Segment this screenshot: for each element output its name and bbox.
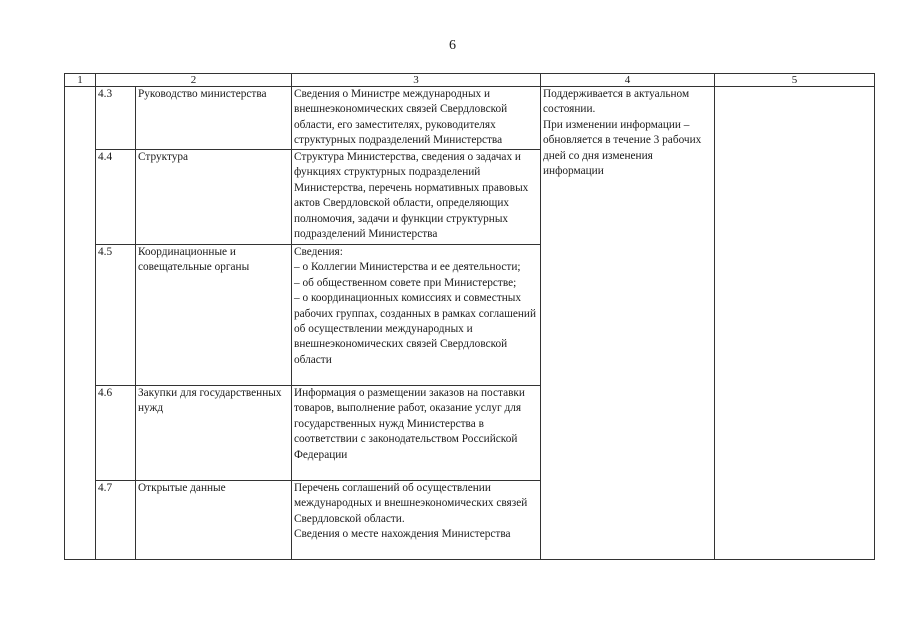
row-name: Закупки для государственных нужд xyxy=(136,386,292,481)
header-col-3: 3 xyxy=(292,74,541,87)
table-header-row xyxy=(65,74,875,87)
row-name: Координационные и совещательные органы xyxy=(136,245,292,386)
row-content: Сведения о Министре международных и внешнеэкономических связей Свердловской области, его заместителях, руководителях структурных подразделений Министерства xyxy=(292,87,541,150)
row-name: Структура xyxy=(136,150,292,245)
row-number: 4.3 xyxy=(96,87,136,150)
row-content: Перечень соглашений об осуществлении международных и внешнеэкономических связей Свердловской области. Сведения о месте нахождения Министерства xyxy=(292,481,541,560)
header-col-5: 5 xyxy=(715,74,875,87)
table-row xyxy=(65,87,875,150)
row-content: Сведения: – о Коллегии Министерства и ее деятельности; – об общественном совете при Министерстве; – о координационных комиссиях и совместных рабочих группах, созданных в рамках соглашений об осуществлении международных и внешнеэкономических связей Свердловской области xyxy=(292,245,541,386)
row-number: 4.7 xyxy=(96,481,136,560)
row-number: 4.4 xyxy=(96,150,136,245)
row-name: Руководство министерства xyxy=(136,87,292,150)
row-content: Структура Министерства, сведения о задачах и функциях структурных подразделений Министерства, перечень нормативных правовых актов Свердловской области, определяющих полномочия, задачи и функции структурных подразделений Министерства xyxy=(292,150,541,245)
row-number: 4.5 xyxy=(96,245,136,386)
update-frequency-cell: Поддерживается в актуальном состоянии. При изменении информации – обновляется в течение 3 рабочих дней со дня изменения информации xyxy=(541,87,715,560)
page-number: 6 xyxy=(449,38,456,53)
row-number: 4.6 xyxy=(96,386,136,481)
col-5-cell xyxy=(715,87,875,560)
row-name: Открытые данные xyxy=(136,481,292,560)
row-content: Информация о размещении заказов на поставки товаров, выполнение работ, оказание услуг для государственных нужд Министерства в соответствии с законодательством Российской Федерации xyxy=(292,386,541,481)
header-col-2: 2 xyxy=(96,74,292,87)
header-col-1: 1 xyxy=(65,74,96,87)
col-1-cell xyxy=(65,87,96,560)
requirements-table xyxy=(64,73,875,560)
header-col-4: 4 xyxy=(541,74,715,87)
